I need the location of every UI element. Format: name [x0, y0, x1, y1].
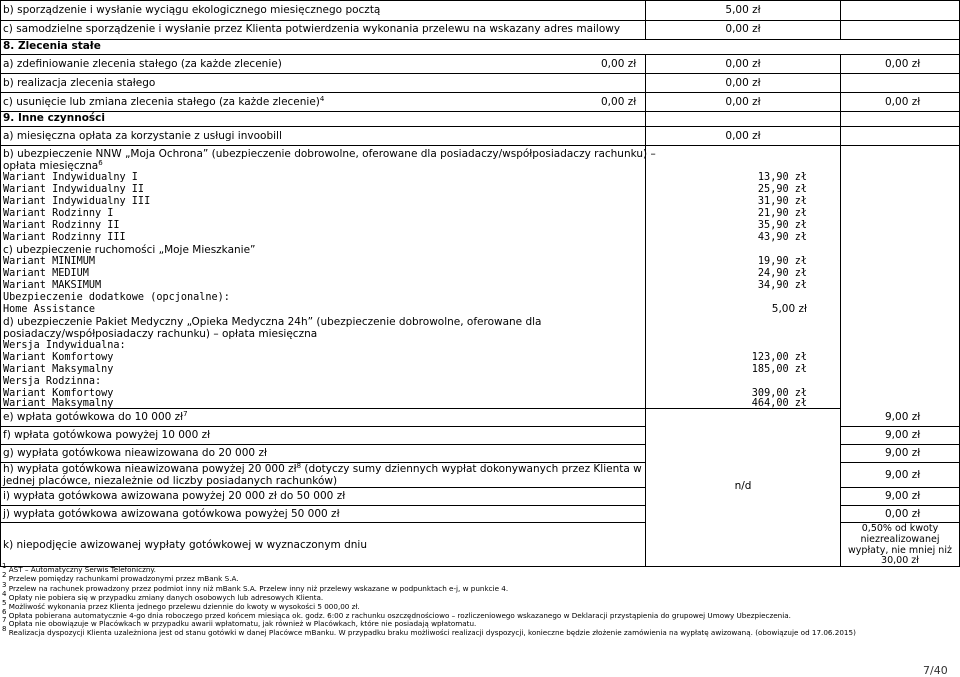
row-value: 0,00 zł — [725, 77, 761, 89]
nnw-item-value: 21,90 zł — [757, 208, 807, 219]
home-extra-label: Home Assistance — [3, 304, 96, 315]
section-heading: 8. Zlecenia stałe — [3, 40, 101, 52]
nnw-item-value: 35,90 zł — [757, 220, 807, 231]
med-title-2: posiadaczy/współposiadaczy rachunku) – opłata miesięczna — [3, 328, 318, 340]
not-applicable-cell: n/d — [734, 480, 752, 492]
row-value: 0,50% od kwoty — [861, 523, 939, 534]
row-divider — [0, 505, 645, 506]
footnote: $^2$ Przelew pomiędzy rachunkami prowadzonymi przez mBank S.A. — [2, 571, 239, 583]
row-divider — [0, 20, 960, 21]
row-divider — [0, 145, 960, 146]
row-value: 9,00 zł — [885, 411, 921, 423]
med-fam-title: Wersja Rodzinna: — [3, 376, 102, 387]
row-value: 0,00 zł — [725, 23, 761, 35]
row-label: b) sporządzenie i wysłanie wyciągu ekologicznego miesięcznego pocztą — [3, 4, 381, 16]
row-value: 9,00 zł — [885, 469, 921, 481]
row-divider — [0, 39, 960, 40]
med-ind-title: Wersja Indywidualna: — [3, 340, 126, 351]
home-item-label: Wariant MEDIUM — [3, 268, 89, 279]
home-item-value: 19,90 zł — [757, 256, 807, 267]
med-item-value: 185,00 zł — [751, 364, 807, 375]
nnw-item-label: Wariant Indywidualny II — [3, 184, 145, 195]
nnw-item-value: 43,90 zł — [757, 232, 807, 243]
med-title: d) ubezpieczenie Pakiet Medyczny „Opieka Medyczna 24h” (ubezpieczenie dobrowolne, oferowane dla — [3, 316, 542, 328]
home-item-value: 34,90 zł — [757, 280, 807, 291]
row-divider — [0, 426, 645, 427]
nnw-item-label: Wariant Rodzinny II — [3, 220, 120, 231]
row-divider — [0, 92, 960, 93]
row-label: g) wypłata gotówkowa nieawizowana do 20 000 zł — [3, 447, 267, 459]
row-label: e) wpłata gotówkowa do 10 000 $zł^7$ — [3, 410, 188, 423]
footnote: $^5$ Możliwość wykonania przez Klienta jednego przelewu dziennie do kwoty w wysokości 5 000,00 zł. — [2, 599, 360, 611]
footnote: $^3$ Przelew na rachunek prowadzony przez podmiot inny niż mBank S.A. Przelew inny niż przelewy wskazane w podpunktach e-j, w punkcie 4. — [2, 581, 509, 593]
row-value: 9,00 zł — [885, 447, 921, 459]
med-item-value: 309,00 zł — [751, 388, 807, 399]
row-value: 0,00 zł — [601, 96, 637, 108]
column-divider — [840, 54, 841, 126]
nnw-title-2: opłata miesięczna$^6$ — [3, 159, 103, 172]
med-item-label: Wariant Komfortowy — [3, 352, 114, 363]
footnote: $^7$ Opłata nie obowiązuje w Placówkach w przypadku awarii wpłatomatu, jak również w Placówkach, które nie posiadają wpłatomatu. — [2, 616, 477, 628]
row-label: c) samodzielne sporządzenie i wysłanie przez Klienta potwierdzenia wykonania przelewu na wskazany adres mailowy — [3, 23, 621, 35]
row-divider — [0, 111, 960, 112]
nnw-item-value: 31,90 zł — [757, 196, 807, 207]
section-heading: 9. Inne czynności — [3, 112, 106, 124]
med-item-label: Wariant Maksymalny — [3, 364, 114, 375]
home-item-value: 24,90 zł — [757, 268, 807, 279]
row-value: 0,00 zł — [601, 58, 637, 70]
row-divider — [840, 487, 960, 488]
med-item-label: Wariant Maksymalny — [3, 398, 114, 409]
table-border-top — [0, 0, 960, 1]
row-divider — [840, 426, 960, 427]
row-label: k) niepodjęcie awizowanej wypłaty gotówkowej w wyznaczonym dniu — [3, 539, 367, 551]
home-title: c) ubezpieczenie ruchomości „Moje Mieszkanie” — [3, 244, 256, 256]
row-value: 0,00 zł — [885, 58, 921, 70]
row-value: 0,00 zł — [885, 508, 921, 520]
footnote: $^1$ AST – Automatyczny Serwis Telefoniczny. — [2, 562, 156, 574]
home-extra-value: 5,00 zł — [771, 303, 807, 315]
row-divider — [0, 522, 645, 523]
row-value: 9,00 zł — [885, 429, 921, 441]
home-item-label: Wariant MAKSIMUM — [3, 280, 102, 291]
column-divider — [840, 126, 841, 567]
row-value: 9,00 zł — [885, 490, 921, 502]
row-divider — [0, 54, 960, 55]
row-label: c) usunięcie lub zmiana zlecenia stałego (za każde zlecenie)$^4$ — [3, 95, 325, 108]
row-value: 0,00 zł — [725, 130, 761, 142]
row-label-2: jednej placówce, niezależnie od liczby posiadanych rachunków) — [3, 475, 338, 487]
nnw-item-label: Wariant Indywidualny I — [3, 172, 138, 183]
row-value: 0,00 zł — [885, 96, 921, 108]
footnote: $^4$ Opłaty nie pobiera się w przypadku zmiany danych osobowych lub adresowych Klienta. — [2, 590, 324, 602]
row-value: 0,00 zł — [725, 58, 761, 70]
column-divider — [840, 0, 841, 39]
footnote: $^6$ Opłata pobierana automatycznie 4-go dnia roboczego przed końcem miesiąca ok. godz. 6:00 z rachunku oszczędnościowo – rozliczeniowego wskazanego w Deklaracji przystąpienia do grupowej Umowy Ubezpieczenia. — [2, 608, 791, 620]
med-item-label: Wariant Komfortowy — [3, 388, 114, 399]
row-divider — [840, 505, 960, 506]
row-value: 0,00 zł — [725, 96, 761, 108]
nnw-title: b) ubezpieczenie NNW „Moja Ochrona” (ubezpieczenie dobrowolne, oferowane dla posiadaczy/współposiadaczy rachunku) – — [3, 148, 656, 160]
nnw-item-value: 25,90 zł — [757, 184, 807, 195]
row-value: 30,00 zł — [881, 555, 919, 566]
row-divider — [840, 444, 960, 445]
row-divider — [840, 462, 960, 463]
table-border-left — [0, 0, 1, 567]
footnote: $^8$ Realizacja dyspozycji Klienta uzależniona jest od stanu gotówki w danej Placówce mBanku. W przypadku braku możliwości realizacji dyspozycji, konieczne będzie złożenie zamówienia na wypłatę awizowaną. (obowiązuje od 17.06.2015) — [2, 625, 856, 637]
page-number: 7/40 — [923, 664, 948, 677]
column-divider — [645, 126, 646, 567]
home-item-label: Wariant MINIMUM — [3, 256, 96, 267]
nnw-item-value: 13,90 zł — [757, 172, 807, 183]
row-label: b) realizacja zlecenia stałego — [3, 77, 156, 89]
med-item-value: 123,00 zł — [751, 352, 807, 363]
row-label: h) wypłata gotówkowa nieawizowana powyżej 20 000 $zł^8$ (dotyczy sumy dziennych wypłat dokonywanych przez Klienta w — [3, 462, 642, 475]
row-divider — [0, 126, 960, 127]
row-label: a) miesięczna opłata za korzystanie z usługi invoobill — [3, 130, 282, 142]
row-value: 5,00 zł — [725, 4, 761, 16]
row-value: wypłaty, nie mniej niż — [848, 545, 952, 556]
med-item-value: 464,00 zł — [751, 398, 807, 409]
row-divider — [0, 444, 645, 445]
home-extra-title: Ubezpieczenie dodatkowe (opcjonalne): — [3, 292, 230, 303]
row-label: j) wypłata gotówkowa awizowana gotówkowa powyżej 50 000 zł — [3, 508, 340, 520]
nnw-item-label: Wariant Indywidualny III — [3, 196, 151, 207]
row-label: f) wpłata gotówkowa powyżej 10 000 zł — [3, 429, 211, 441]
nnw-item-label: Wariant Rodzinny III — [3, 232, 126, 243]
row-value: niezrealizowanej — [860, 534, 940, 545]
row-divider — [0, 73, 960, 74]
nnw-item-label: Wariant Rodzinny I — [3, 208, 114, 219]
row-label: i) wypłata gotówkowa awizowana powyżej 20 000 zł do 50 000 zł — [3, 490, 346, 502]
row-label: a) zdefiniowanie zlecenia stałego (za każde zlecenie) — [3, 58, 282, 70]
